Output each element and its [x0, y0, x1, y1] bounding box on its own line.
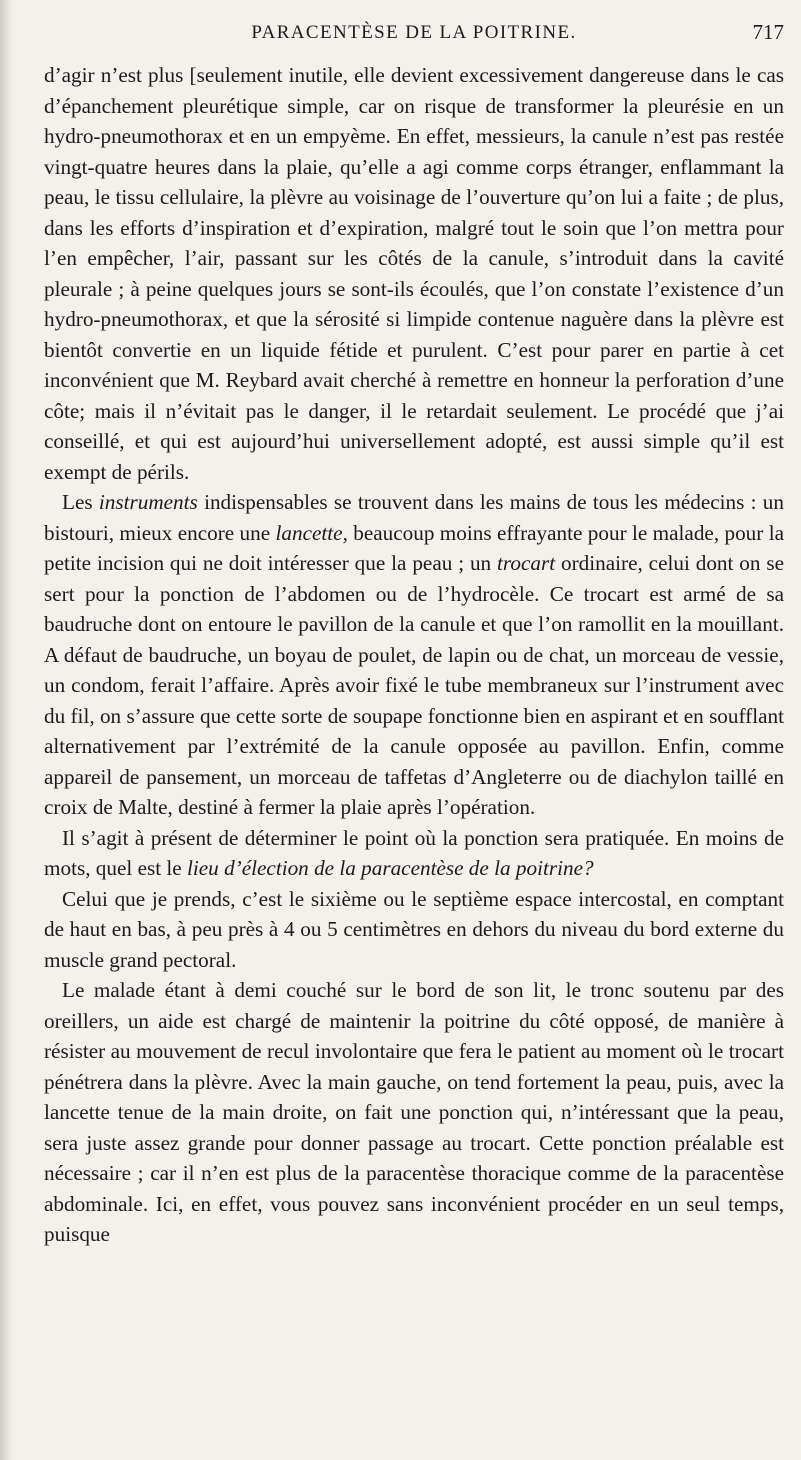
- paragraph-4: [44, 884, 784, 976]
- running-title: PARACENTÈSE DE LA POITRINE.: [251, 22, 577, 43]
- paragraph-text: ordinaire, celui dont on se sert pour la ponction de l’abdomen ou de l’hydrocèle. Ce trocart est armé de sa baudruche dont on entoure le pavillon de la canule et que l’on ramollit en la mouillant. A défaut de baudruche, un boyau de poulet, de lapin ou de chat, un morceau de vessie, un condom, ferait l’affaire. Après avoir fixé le tube membraneux sur l’instrument avec du fil, on s’assure que cette sorte de soupape fonctionne bien en aspirant et en soufflant alternativement par l’extrémité de la canule opposée au pavillon. Enfin, comme appareil de pansement, un morceau de taffetas d’Angleterre ou de diachylon taillé en croix de Malte, destiné à fermer la plaie après l’opération.: [44, 551, 784, 819]
- paragraph-text: Le malade étant à demi couché sur le bord de son lit, le tronc soutenu par des oreillers, un aide est chargé de maintenir la poitrine du côté opposé, de manière à résister au mouvement de recul involontaire que fera le patient au moment où le trocart pénétrera dans la plèvre. Avec la main gauche, on tend fortement la peau, puis, avec la lancette tenue de la main droite, on fait une ponction qui, n’intéressant que la peau, sera juste assez grande pour donner passage au trocart. Cette ponction préalable est nécessaire ; car il n’en est plus de la paracentèse thoracique comme de la paracentèse abdominale. Ici, en effet, vous pouvez sans inconvénient procéder en un seul temps, puisque: [44, 978, 784, 1246]
- italic-term-instruments: instruments: [98, 490, 198, 514]
- paragraph-text: d’agir n’est plus [seulement inutile, elle devient excessivement dangereuse dans le cas d’épanchement pleurétique simple, car on risque de transformer la pleurésie en un hydro-pneumothorax et en un empyème. En effet, messieurs, la canule n’est pas restée vingt-quatre heures dans la plaie, qu’elle a agi comme corps étranger, enflammant la peau, le tissu cellulaire, la plèvre au voisinage de l’ouverture qu’on lui a faite ; de plus, dans les efforts d’inspiration et d’expiration, malgré tout le soin que l’on mettra pour l’en empêcher, l’air, passant sur les côtés de la canule, s’introduit dans la cavité pleurale ; à peine quelques jours se sont-ils écoulés, que l’on constate l’existence d’un hydro-pneumothorax, et que la sérosité si limpide contenue naguère dans la plèvre est bientôt convertie en un liquide fétide et purulent. C’est pour parer en partie à cet inconvénient que M. Reybard avait cherché à remettre en honneur la perforation d’une côte; mais il n’évitait pas le danger, il le retardait seulement. Le procédé que j’ai conseillé, et qui est aujourd’hui universellement adopté, est aussi simple qu’il est exempt de périls.: [44, 63, 784, 484]
- book-page: [44, 22, 784, 1250]
- body-text: [44, 60, 784, 1250]
- paragraph-text: Celui que je prends, c’est le sixième ou le septième espace intercostal, en comptant de haut en bas, à peu près à 4 ou 5 centimètres en dehors du niveau du bord externe du muscle grand pectoral.: [44, 886, 784, 972]
- italic-term-lancette: lancette: [275, 520, 343, 545]
- paragraph-1: [44, 60, 784, 487]
- page-number: 717: [752, 20, 784, 44]
- binding-shadow: [0, 0, 14, 1460]
- paragraph-text: indispensables se trouvent dans les mains de tous les médecins : un bistouri, mieux encore une: [44, 490, 784, 545]
- paragraph-text: Les: [62, 490, 99, 514]
- paragraph-text: Il s’agit à présent de déterminer le point où la ponction sera pratiquée. En moins de mots, quel est le: [44, 825, 784, 880]
- paragraph-text: , beaucoup moins effrayante pour le malade, pour la petite incision qui ne doit intéresser que la peau ; un: [44, 520, 784, 575]
- paragraph-3: [44, 823, 784, 884]
- paragraph-5: [44, 975, 784, 1250]
- italic-term-trocart: trocart: [497, 551, 556, 575]
- paragraph-2: [44, 487, 784, 823]
- italic-question: lieu d’élection de la paracentèse de la poitrine?: [187, 856, 594, 880]
- running-head: [44, 22, 784, 56]
